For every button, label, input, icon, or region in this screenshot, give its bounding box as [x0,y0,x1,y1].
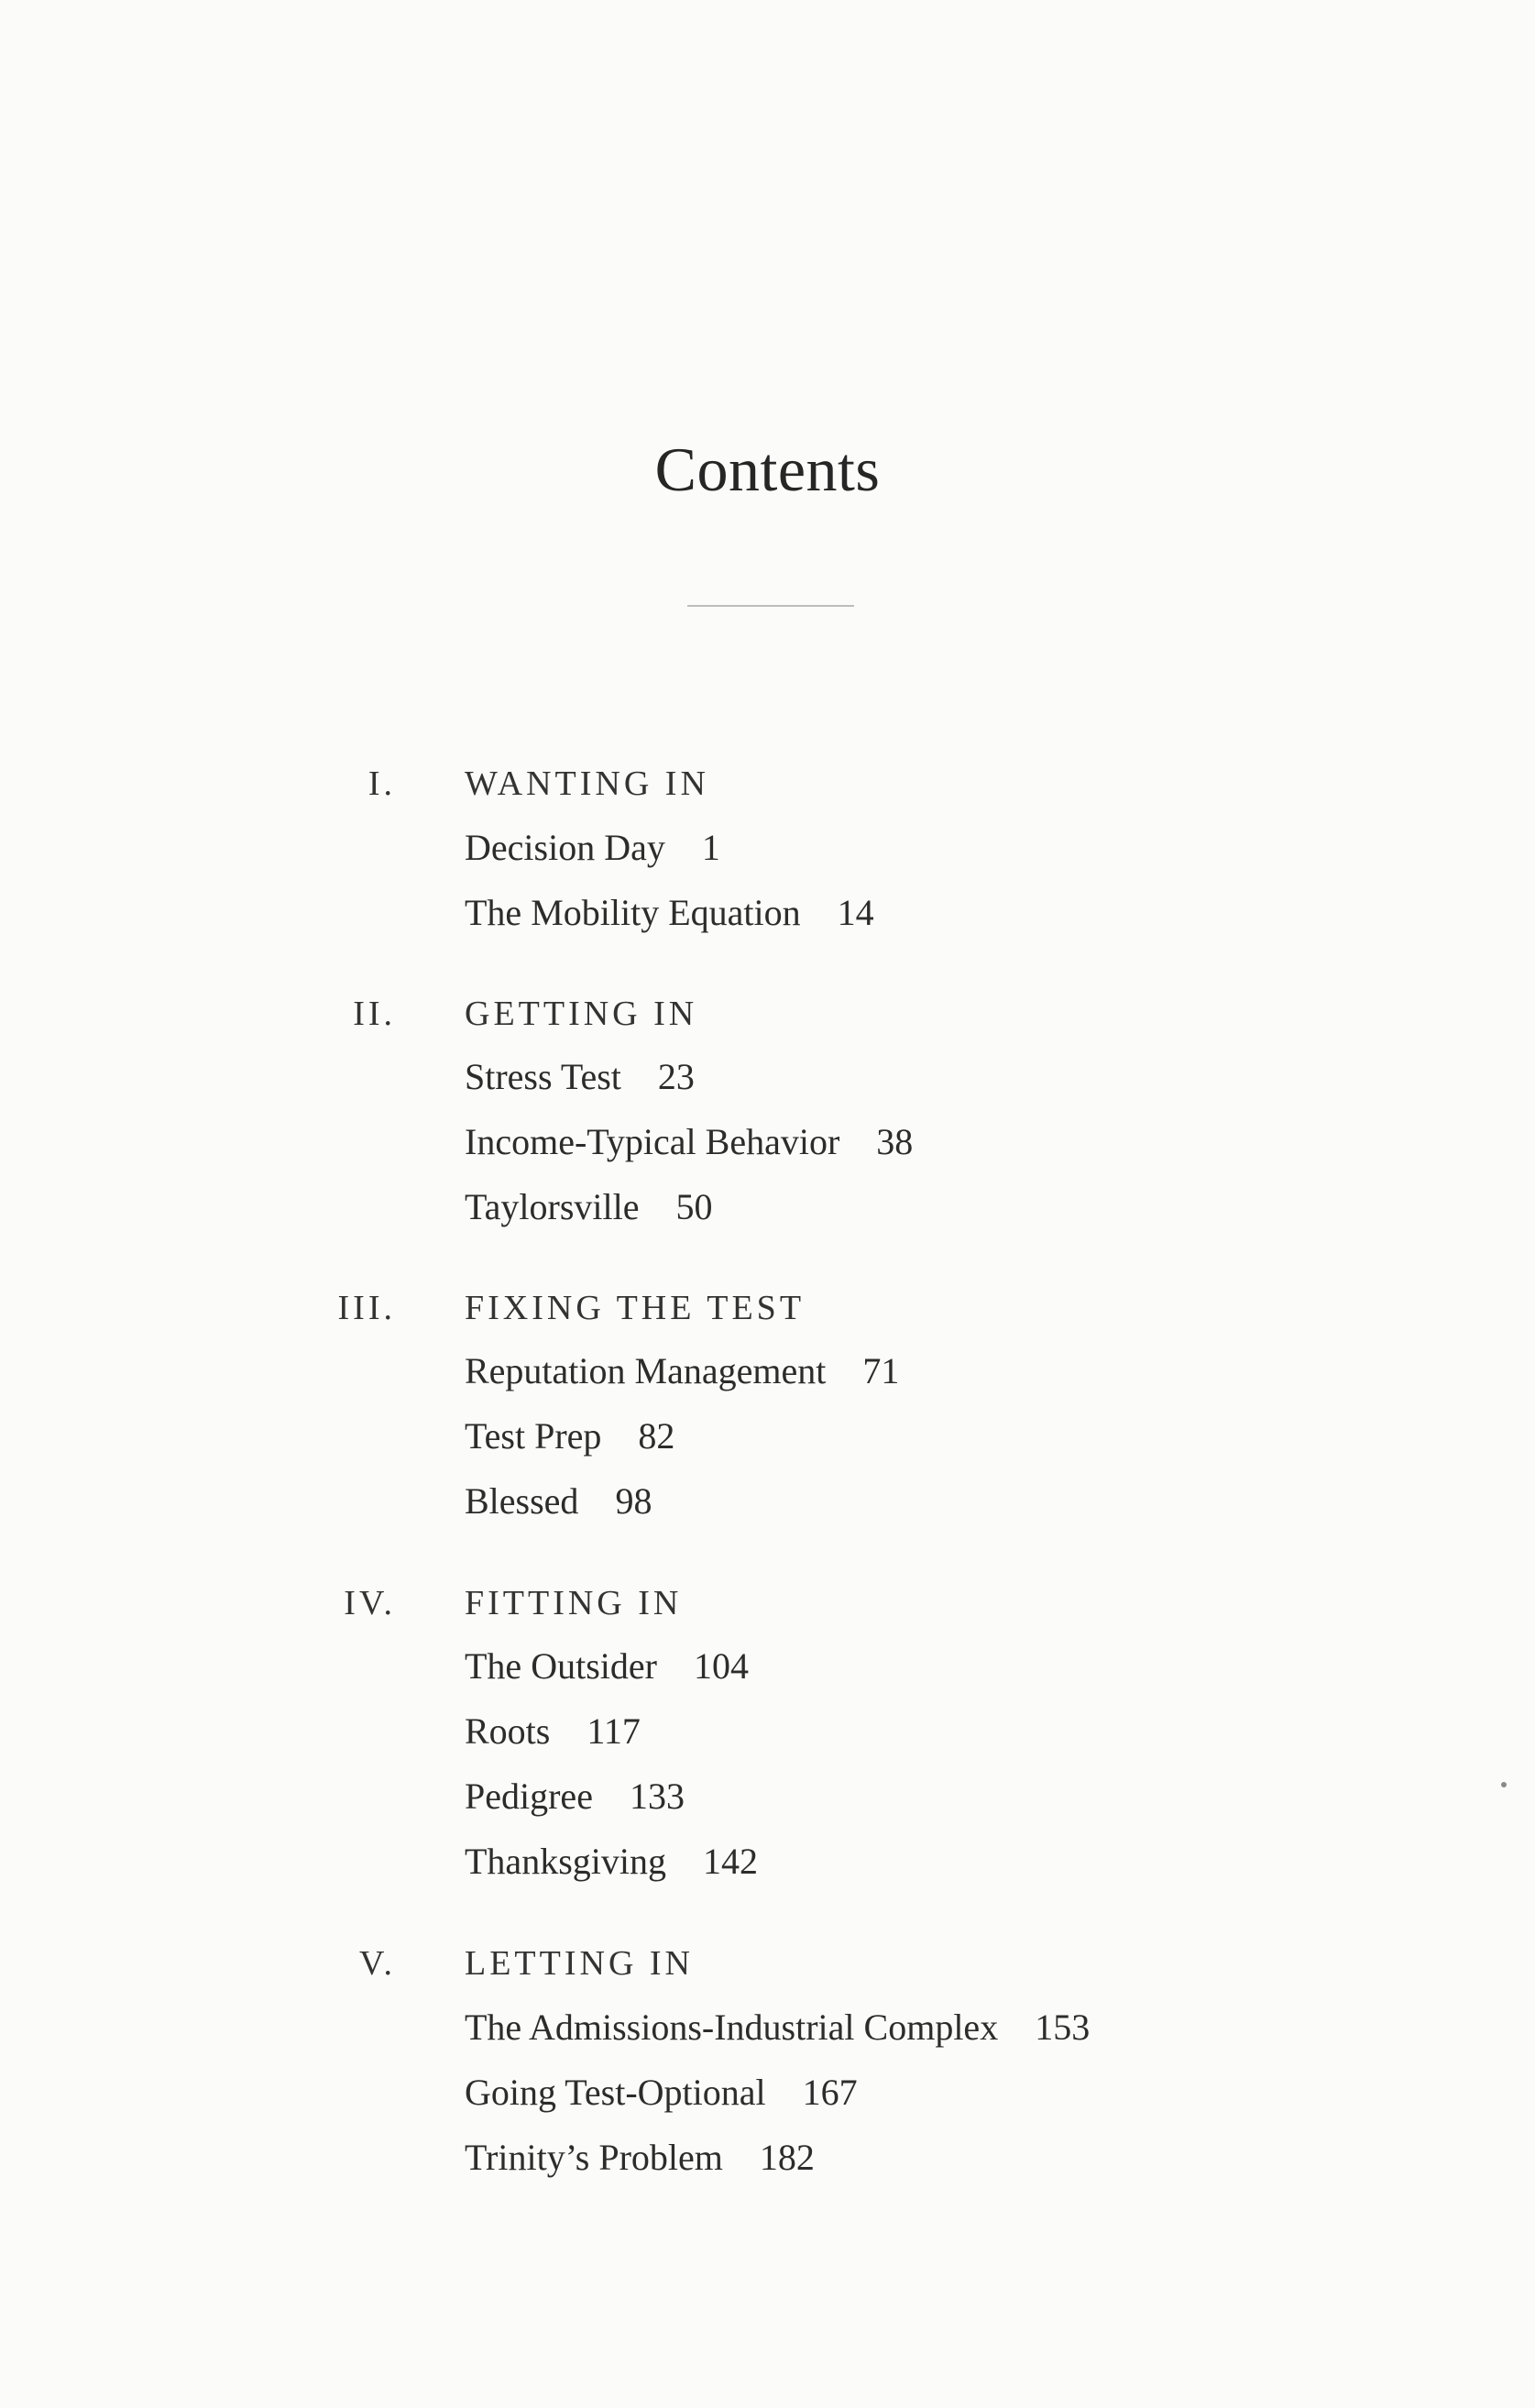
chapter-title: Going Test-Optional [465,2072,766,2113]
part-title: LETTING IN [465,1944,694,1983]
chapter-title: Pedigree [465,1776,593,1817]
part-numeral: V. [358,1944,396,1983]
chapter-entry [465,2139,815,2176]
chapter-title: Taylorsville [465,1186,640,1227]
part-title: GETTING IN [465,995,698,1033]
chapter-title: The Outsider [465,1645,657,1687]
chapter-entry [465,1415,675,1457]
chapter-entry [465,1350,900,1391]
part-numeral: IV. [344,1584,396,1622]
chapter-entry [465,2009,1090,2046]
title-divider [687,605,854,607]
chapter-entry [465,827,720,868]
chapter-page-number: 71 [862,1350,900,1391]
chapter-entry [465,1645,749,1687]
chapter-page-number: 82 [638,1415,675,1457]
chapter-page-number: 98 [615,1480,652,1522]
chapter-page-number: 182 [759,2137,815,2178]
part-numeral: III. [337,1289,396,1327]
chapter-page-number: 133 [629,1776,685,1817]
page-title: Contents [654,434,881,504]
chapter-title: Decision Day [465,827,665,868]
chapter-page-number: 167 [802,2072,858,2113]
chapter-entry [465,1056,695,1097]
part-title: FIXING THE TEST [465,1289,806,1327]
chapter-page-number: 104 [693,1645,749,1687]
chapter-page-number: 38 [876,1121,914,1162]
chapter-entry [465,1121,914,1162]
chapter-entry [465,1843,758,1880]
chapter-page-number: 142 [702,1841,758,1882]
chapter-entry [465,2074,858,2111]
chapter-title: Thanksgiving [465,1841,666,1882]
chapter-title: Trinity’s Problem [465,2137,723,2178]
chapter-page-number: 1 [701,827,720,868]
chapter-entry [465,1480,652,1522]
chapter-title: The Mobility Equation [465,892,801,933]
chapter-title: The Admissions-Industrial Complex [465,2007,999,2048]
chapter-page-number: 14 [837,892,874,933]
chapter-title: Blessed [465,1480,579,1522]
chapter-title: Roots [465,1710,551,1752]
chapter-title: Stress Test [465,1056,621,1097]
part-numeral: I. [367,764,396,803]
part-title: FITTING IN [465,1584,683,1622]
chapter-entry [465,892,874,933]
chapter-page-number: 117 [587,1710,641,1752]
chapter-page-number: 153 [1035,2007,1091,2048]
chapter-entry [465,1186,713,1227]
chapter-page-number: 23 [657,1056,695,1097]
chapter-entry [465,1778,685,1815]
chapter-title: Reputation Management [465,1350,827,1391]
chapter-title: Income-Typical Behavior [465,1121,840,1162]
paper-speck [1501,1782,1507,1787]
chapter-page-number: 50 [675,1186,713,1227]
part-title: WANTING IN [465,764,709,803]
chapter-title: Test Prep [465,1415,602,1457]
part-numeral: II. [353,995,396,1033]
chapter-entry [465,1710,641,1752]
